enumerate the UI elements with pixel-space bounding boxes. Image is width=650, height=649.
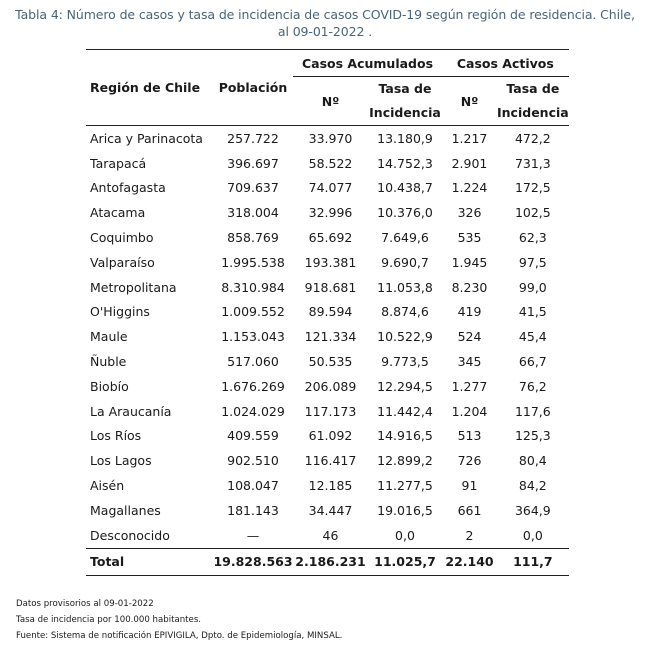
header-acum-n: Nº	[293, 77, 368, 126]
cell-act-tasa: 731,3	[514, 155, 551, 171]
header-poblacion: Población	[213, 50, 293, 126]
cell-act-n: 8.230	[451, 279, 488, 295]
cell-acum-n: 918.681	[304, 279, 357, 295]
table-row	[86, 300, 569, 325]
cell-act-n: 726	[457, 453, 482, 469]
covid-cases-table	[86, 49, 569, 576]
cell-act-n: 524	[457, 329, 482, 345]
cell-acum-tasa: 9.773,5	[381, 354, 429, 370]
cell-acum-n: 65.692	[308, 230, 353, 246]
footnotes	[16, 596, 342, 644]
cell-act-tasa: 97,5	[518, 254, 547, 270]
cell-acum-tasa: 13.180,9	[377, 130, 433, 146]
cell-region: Coquimbo	[90, 230, 154, 246]
total-act-n: 22.140	[442, 548, 497, 575]
cell-poblacion: 181.143	[227, 502, 279, 518]
cell-acum-n: 32.996	[308, 205, 353, 221]
cell-region: Desconocido	[90, 527, 170, 543]
table-row	[86, 225, 569, 250]
table-body	[86, 126, 569, 576]
cell-acum-n: 117.173	[304, 403, 357, 419]
cell-act-tasa: 172,5	[514, 180, 551, 196]
cell-act-tasa: 62,3	[518, 230, 547, 246]
cell-act-tasa: 84,2	[518, 478, 547, 494]
cell-region: Valparaíso	[90, 254, 155, 270]
table-row	[86, 473, 569, 498]
header-row-groups	[86, 50, 569, 77]
table-row	[86, 399, 569, 424]
cell-act-tasa: 41,5	[518, 304, 547, 320]
cell-region: Tarapacá	[90, 155, 147, 171]
cell-acum-tasa: 19.016,5	[377, 502, 433, 518]
cell-acum-n: 74.077	[308, 180, 353, 196]
cell-acum-n: 58.522	[308, 155, 353, 171]
total-label: Total	[86, 548, 213, 575]
cell-act-n: 1.224	[451, 180, 488, 196]
header-act-tasa-line1: Tasa de	[506, 81, 560, 96]
cell-region: Metropolitana	[90, 279, 177, 295]
cell-acum-n: 206.089	[304, 378, 357, 394]
cell-acum-n: 12.185	[308, 478, 353, 494]
total-row	[86, 548, 569, 575]
cell-acum-tasa: 11.442,4	[377, 403, 433, 419]
cell-act-n: 661	[457, 502, 482, 518]
cell-acum-n: 121.334	[304, 329, 357, 345]
cell-act-n: 2	[465, 527, 474, 543]
cell-acum-tasa: 9.690,7	[381, 254, 429, 270]
cell-poblacion: 8.310.984	[221, 279, 285, 295]
caption-line-1: Tabla 4: Número de casos y tasa de incidencia de casos COVID-19 según región de residencia. Chile,	[15, 7, 635, 22]
cell-poblacion: 257.722	[227, 130, 279, 146]
cell-act-tasa: 472,2	[514, 130, 551, 146]
header-act-tasa-line2: Incidencia	[497, 105, 569, 120]
cell-acum-n: 193.381	[304, 254, 357, 270]
cell-acum-tasa: 11.277,5	[377, 478, 433, 494]
cell-acum-tasa: 12.899,2	[377, 453, 433, 469]
table-row	[86, 448, 569, 473]
cell-act-tasa: 117,6	[514, 403, 551, 419]
footnote-rate: Tasa de incidencia por 100.000 habitantes.	[16, 615, 202, 625]
cell-act-n: 2.901	[451, 155, 488, 171]
cell-acum-tasa: 0,0	[395, 527, 415, 543]
cell-acum-tasa: 10.522,9	[377, 329, 433, 345]
cell-act-n: 535	[457, 230, 482, 246]
cell-act-tasa: 45,4	[518, 329, 547, 345]
cell-acum-n: 33.970	[308, 130, 353, 146]
cell-acum-n: 46	[322, 527, 339, 543]
cell-poblacion: 318.004	[227, 205, 279, 221]
cell-poblacion: 396.697	[227, 155, 279, 171]
cell-acum-tasa: 7.649,6	[381, 230, 429, 246]
header-casos-acumulados: Casos Acumulados	[293, 50, 442, 77]
header-act-n: Nº	[442, 77, 497, 126]
cell-act-tasa: 99,0	[518, 279, 547, 295]
cell-acum-n: 50.535	[308, 354, 353, 370]
table-row	[86, 523, 569, 548]
cell-poblacion: 858.769	[227, 230, 279, 246]
cell-acum-tasa: 14.916,5	[377, 428, 433, 444]
cell-region: La Araucanía	[90, 403, 172, 419]
cell-region: Biobío	[90, 378, 129, 394]
footnote-provisional: Datos provisorios al 09-01-2022	[16, 599, 154, 609]
table-row	[86, 151, 569, 176]
cell-act-n: 1.945	[451, 254, 488, 270]
table-row	[86, 498, 569, 523]
cell-region: Ñuble	[90, 354, 127, 370]
cell-poblacion: 1.995.538	[221, 254, 285, 270]
cell-poblacion: 1.009.552	[221, 304, 285, 320]
cell-region: Aisén	[90, 478, 125, 494]
cell-act-n: 419	[457, 304, 482, 320]
cell-acum-tasa: 12.294,5	[377, 378, 433, 394]
total-acum-n: 2.186.231	[293, 548, 368, 575]
cell-region: Los Ríos	[90, 428, 142, 444]
header-casos-activos: Casos Activos	[442, 50, 569, 77]
cell-acum-n: 89.594	[308, 304, 353, 320]
cell-region: Maule	[90, 329, 128, 345]
cell-poblacion: 709.637	[227, 180, 279, 196]
cell-poblacion: 1.024.029	[221, 403, 285, 419]
cell-poblacion: 108.047	[227, 478, 279, 494]
cell-acum-tasa: 10.438,7	[377, 180, 433, 196]
table-row	[86, 275, 569, 300]
total-act-tasa: 111,7	[497, 548, 569, 575]
cell-act-n: 1.277	[451, 378, 488, 394]
cell-act-tasa: 80,4	[518, 453, 547, 469]
table-row	[86, 250, 569, 275]
table-row	[86, 324, 569, 349]
cell-region: Arica y Parinacota	[90, 130, 203, 146]
cell-region: Atacama	[90, 205, 146, 221]
cell-act-n: 91	[461, 478, 478, 494]
cell-act-n: 513	[457, 428, 482, 444]
table-row	[86, 349, 569, 374]
cell-act-n: 345	[457, 354, 482, 370]
cell-region: Los Lagos	[90, 453, 152, 469]
footnote-source: Fuente: Sistema de notificación EPIVIGILA, Dpto. de Epidemiología, MINSAL.	[16, 631, 343, 641]
cell-act-tasa: 76,2	[518, 378, 547, 394]
cell-acum-n: 34.447	[308, 502, 353, 518]
cell-acum-tasa: 14.752,3	[377, 155, 433, 171]
table-row	[86, 126, 569, 151]
cell-acum-tasa: 11.053,8	[377, 279, 433, 295]
table-row	[86, 200, 569, 225]
table-row	[86, 176, 569, 201]
cell-poblacion: 1.676.269	[221, 378, 285, 394]
table-row	[86, 424, 569, 449]
total-poblacion: 19.828.563	[213, 548, 293, 575]
header-acum-tasa	[368, 77, 442, 126]
header-acum-tasa-line1: Tasa de	[378, 81, 432, 96]
cell-act-tasa: 364,9	[514, 502, 551, 518]
cell-acum-n: 116.417	[304, 453, 357, 469]
table-row	[86, 374, 569, 399]
header-region: Región de Chile	[86, 50, 213, 126]
cell-act-n: 1.217	[451, 130, 488, 146]
cell-acum-tasa: 10.376,0	[377, 205, 433, 221]
cell-act-tasa: 66,7	[518, 354, 547, 370]
cell-act-n: 1.204	[451, 403, 488, 419]
cell-act-n: 326	[457, 205, 482, 221]
header-acum-tasa-line2: Incidencia	[369, 105, 441, 120]
cell-act-tasa: 102,5	[514, 205, 551, 221]
cell-region: Antofagasta	[90, 180, 166, 196]
cell-poblacion: 409.559	[227, 428, 279, 444]
cell-acum-n: 61.092	[308, 428, 353, 444]
cell-poblacion: —	[246, 527, 260, 543]
cell-acum-tasa: 8.874,6	[381, 304, 429, 320]
cell-act-tasa: 0,0	[522, 527, 543, 543]
cell-act-tasa: 125,3	[514, 428, 551, 444]
cell-poblacion: 902.510	[227, 453, 279, 469]
cell-poblacion: 517.060	[227, 354, 279, 370]
cell-region: O'Higgins	[90, 304, 150, 320]
table-caption	[8, 6, 642, 40]
caption-line-2: al 09-01-2022 .	[277, 24, 373, 39]
cell-region: Magallanes	[90, 502, 161, 518]
total-acum-tasa: 11.025,7	[368, 548, 442, 575]
header-act-tasa	[497, 77, 569, 126]
cell-poblacion: 1.153.043	[221, 329, 285, 345]
